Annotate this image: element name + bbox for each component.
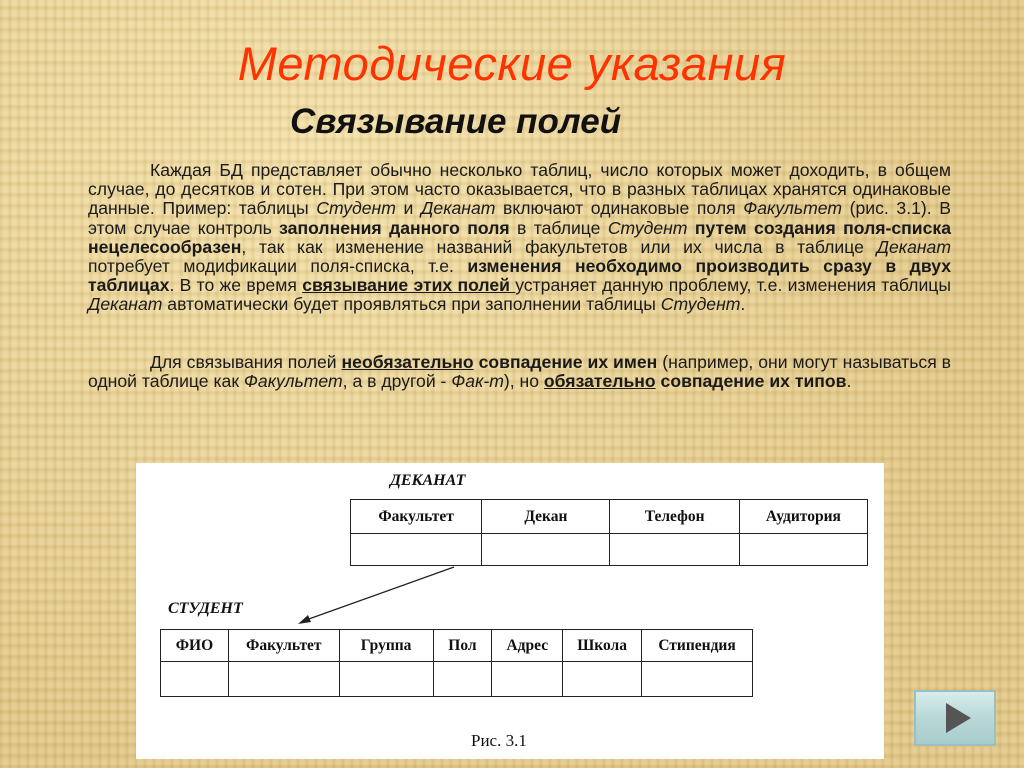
text-italic: Фак-т: [451, 370, 504, 391]
text-italic: Студент: [316, 198, 396, 219]
figure-caption: Рис. 3.1: [471, 731, 527, 750]
text-span: . В то же время: [169, 275, 303, 296]
table-header-cell: Пол: [433, 630, 492, 662]
text-bold: изменения необходимо производить сразу в двух таблицах: [88, 256, 951, 296]
text-italic: Деканат: [421, 198, 496, 219]
table-header-cell: ФИО: [161, 630, 229, 662]
relationship-arrow: [136, 463, 884, 759]
text-span: .: [846, 370, 852, 391]
paragraph-1: [88, 161, 951, 315]
table-header-cell: Аудитория: [739, 500, 867, 534]
text-bold: заполнения данного поля: [279, 217, 510, 238]
text-span: (рис. 3.1). В этом случае контроль: [88, 198, 952, 238]
text-italic: Деканат: [876, 236, 951, 257]
text-span: , а в другой -: [342, 370, 452, 391]
table-header-cell: Группа: [339, 630, 433, 662]
play-triangle-icon: [916, 692, 994, 744]
table-header-cell: Стипендия: [642, 630, 753, 662]
student-table-title: СТУДЕНТ: [168, 600, 243, 617]
text-span: (например, они могут называться в одной таблице как: [88, 351, 952, 391]
table-header-cell: Адрес: [492, 630, 563, 662]
text-bold-underline: связывание этих полей: [302, 275, 516, 296]
table-header-cell: Декан: [482, 500, 610, 534]
text-italic: Студент: [607, 217, 688, 238]
text-italic: Факультет: [743, 198, 842, 219]
slide-subtitle: Связывание полей: [290, 102, 622, 141]
text-span: .: [740, 294, 746, 315]
text-span: Каждая БД представляет обычно несколько таблиц, число которых может доходить, в общем случае, до десятков и сотен. При этом часто оказывается, что в разных таблицах хранятся одинаковые данные. Пример: таблицы: [88, 160, 951, 219]
text-span: Для связывания полей: [150, 351, 342, 372]
text-span: , так как изменение названий факультетов или их числа в таблице: [241, 236, 877, 257]
body-text: [88, 161, 951, 391]
next-slide-button[interactable]: [914, 690, 996, 746]
text-bold: совпадение их имен: [478, 351, 658, 372]
slide-title: Методические указания: [237, 37, 787, 90]
text-bold: совпадение их типов: [660, 370, 847, 391]
text-span: устраняет данную проблему, т.е. изменения таблицы: [515, 275, 951, 296]
text-span: потребует модификации поля-списка, т.е.: [88, 256, 468, 277]
table-header-cell: Факультет: [351, 500, 482, 534]
table-header-cell: Факультет: [228, 630, 339, 662]
text-bold-underline: необязательно: [341, 351, 474, 372]
text-span: и: [395, 198, 422, 219]
text-span: [687, 218, 694, 238]
table-header-cell: Школа: [563, 630, 642, 662]
dekanat-table-title: ДЕКАНАТ: [390, 472, 466, 489]
text-span: ), но: [503, 370, 544, 391]
figure-3-1: [136, 463, 884, 759]
text-bold: путем создания поля-списка нецелесообразен: [88, 217, 951, 257]
text-bold-underline: обязательно: [543, 370, 656, 391]
text-span: включают одинаковые поля: [495, 198, 744, 219]
table-header-cell: Телефон: [610, 500, 739, 534]
text-span: в таблице: [509, 217, 608, 238]
text-italic: Факультет: [243, 370, 343, 391]
text-span: автоматически будет проявляться при заполнении таблицы: [162, 294, 661, 315]
paragraph-2: [88, 353, 951, 391]
text-italic: Деканат: [88, 294, 163, 315]
text-italic: Студент: [660, 294, 741, 315]
